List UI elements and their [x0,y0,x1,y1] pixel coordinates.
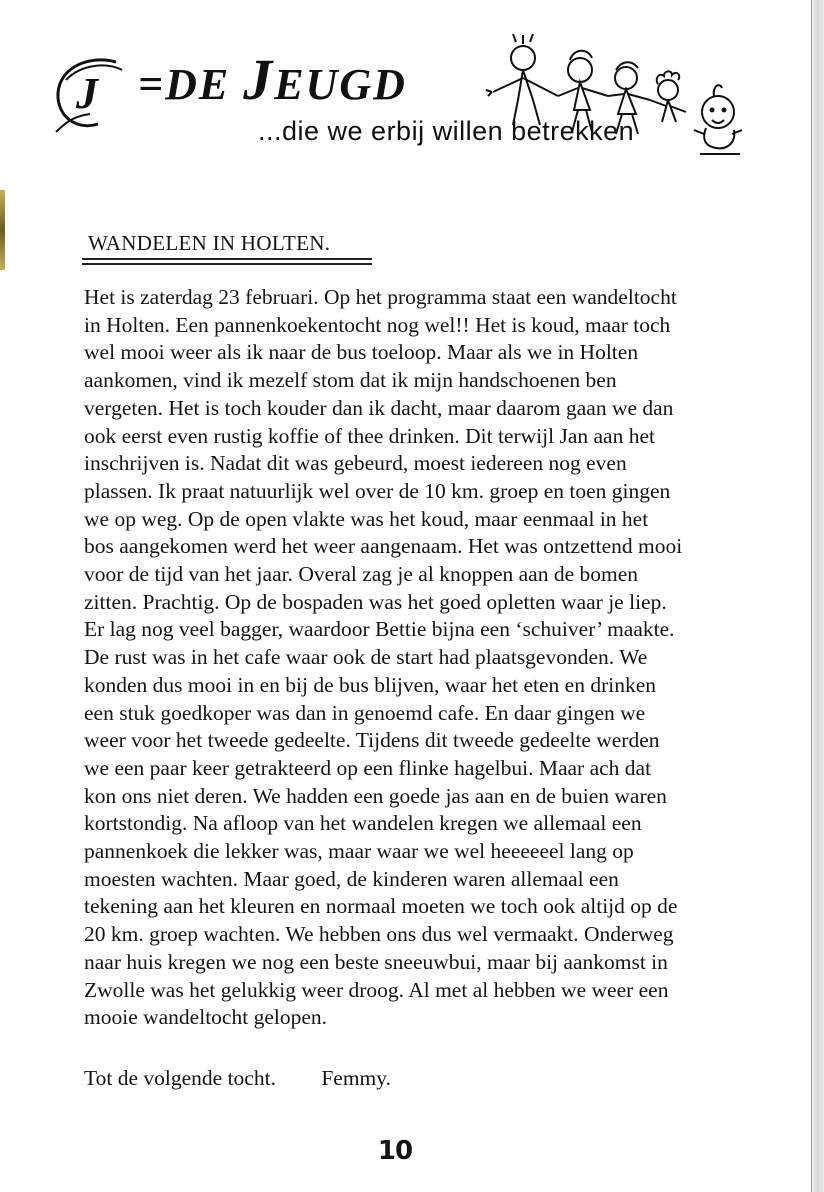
heading-underline-double [82,263,372,265]
header-tagline: ...die we erbij willen betrekken [258,116,635,146]
closing-text: Tot de volgende tocht. [84,1066,276,1090]
body-line: mooie wandeltocht gelopen. [84,1005,327,1030]
body-line: Het is zaterdag 23 februari. Op het programma staat een wandeltocht [84,285,677,309]
header-title-rest: EUGD [274,60,407,109]
body-line: Zwolle was het gelukkig weer droog. Al met al hebben we weer een [84,977,669,1002]
article-heading: WANDELEN IN HOLTEN. [88,231,331,255]
body-line: zitten. Prachtig. Op de bospaden was het goed opletten waar je liep. [84,589,667,614]
binding-mark [0,190,5,270]
body-line: De rust was in het cafe waar ook de start had plaatsgevonden. We [84,645,648,670]
body-line: we op weg. Op de open vlakte was het koud, maar eenmaal in het [84,506,649,531]
author-signature: Femmy. [321,1066,392,1090]
body-line: kon ons niet deren. We hadden een goede jas aan en de buien waren [84,783,667,808]
body-line: in Holten. Een pannenkoekentocht nog wel!! Het is koud, maar toch [84,312,671,337]
heading-underline [82,258,372,260]
body-line: plassen. Ik praat natuurlijk wel over de 10 km. groep en toen gingen [84,478,671,503]
body-line: vergeten. Het is toch kouder dan ik dacht, maar daarom gaan we dan [84,395,674,420]
body-line: Er lag nog veel bagger, waardoor Bettie bijna een ‘schuiver’ maakte. [84,617,675,642]
body-line: een stuk goedkoper was dan in genoemd cafe. En daar gingen we [84,700,646,725]
body-line: weer voor het tweede gedeelte. Tijdens dit tweede gedeelte werden [84,728,660,753]
logo-letter: J [76,69,98,118]
article-body [84,284,774,1032]
body-line: voor de tijd van het jaar. Overal zag je al knoppen aan de bomen [84,562,639,587]
body-line: 20 km. groep wachten. We hebben ons dus wel vermaakt. Onderweg [84,922,674,947]
body-line: kortstondig. Na afloop van het wandelen kregen we allemaal een [84,811,642,836]
body-line: ook eerst even rustig koffie of thee drinken. Dit terwijl Jan aan het [84,423,655,448]
page-number: 10 [377,1136,413,1166]
header-title-initial: J [243,47,275,112]
page-edge-line [811,0,812,1192]
children-illustration-icon [478,30,758,160]
body-line: moesten wachten. Maar goed, de kinderen waren allemaal een [84,866,619,891]
closing-line [84,1066,391,1091]
body-line: inschrijven is. Nadat dit was gebeurd, moest iedereen nog even [84,451,627,476]
body-line: bos aangekomen werd het weer aangenaam. Het was ontzettend mooi [84,534,683,559]
header-title-prefix: =DE [138,60,244,109]
body-line: wel mooi weer als ik naar de bus toeloop. Maar als we in Holten [84,340,639,365]
body-line: pannenkoek die lekker was, maar waar we wel heeeeeel lang op [84,839,634,864]
header-title [138,46,407,113]
body-line: konden dus mooi in en bij de bus blijven, waar het eten en drinken [84,672,657,697]
body-line: tekening aan het kleuren en normaal moeten we toch ook altijd op de [84,894,678,919]
body-line: we een paar keer getrakteerd op een flinke hagelbui. Maar ach dat [84,755,652,780]
body-line: aankomen, vind ik mezelf stom dat ik mijn handschoenen ben [84,368,617,393]
jeugd-logo-icon [46,50,136,140]
body-line: naar huis kregen we nog een beste sneeuwbui, maar bij aankomst in [84,949,668,974]
page-edge [812,0,824,1192]
